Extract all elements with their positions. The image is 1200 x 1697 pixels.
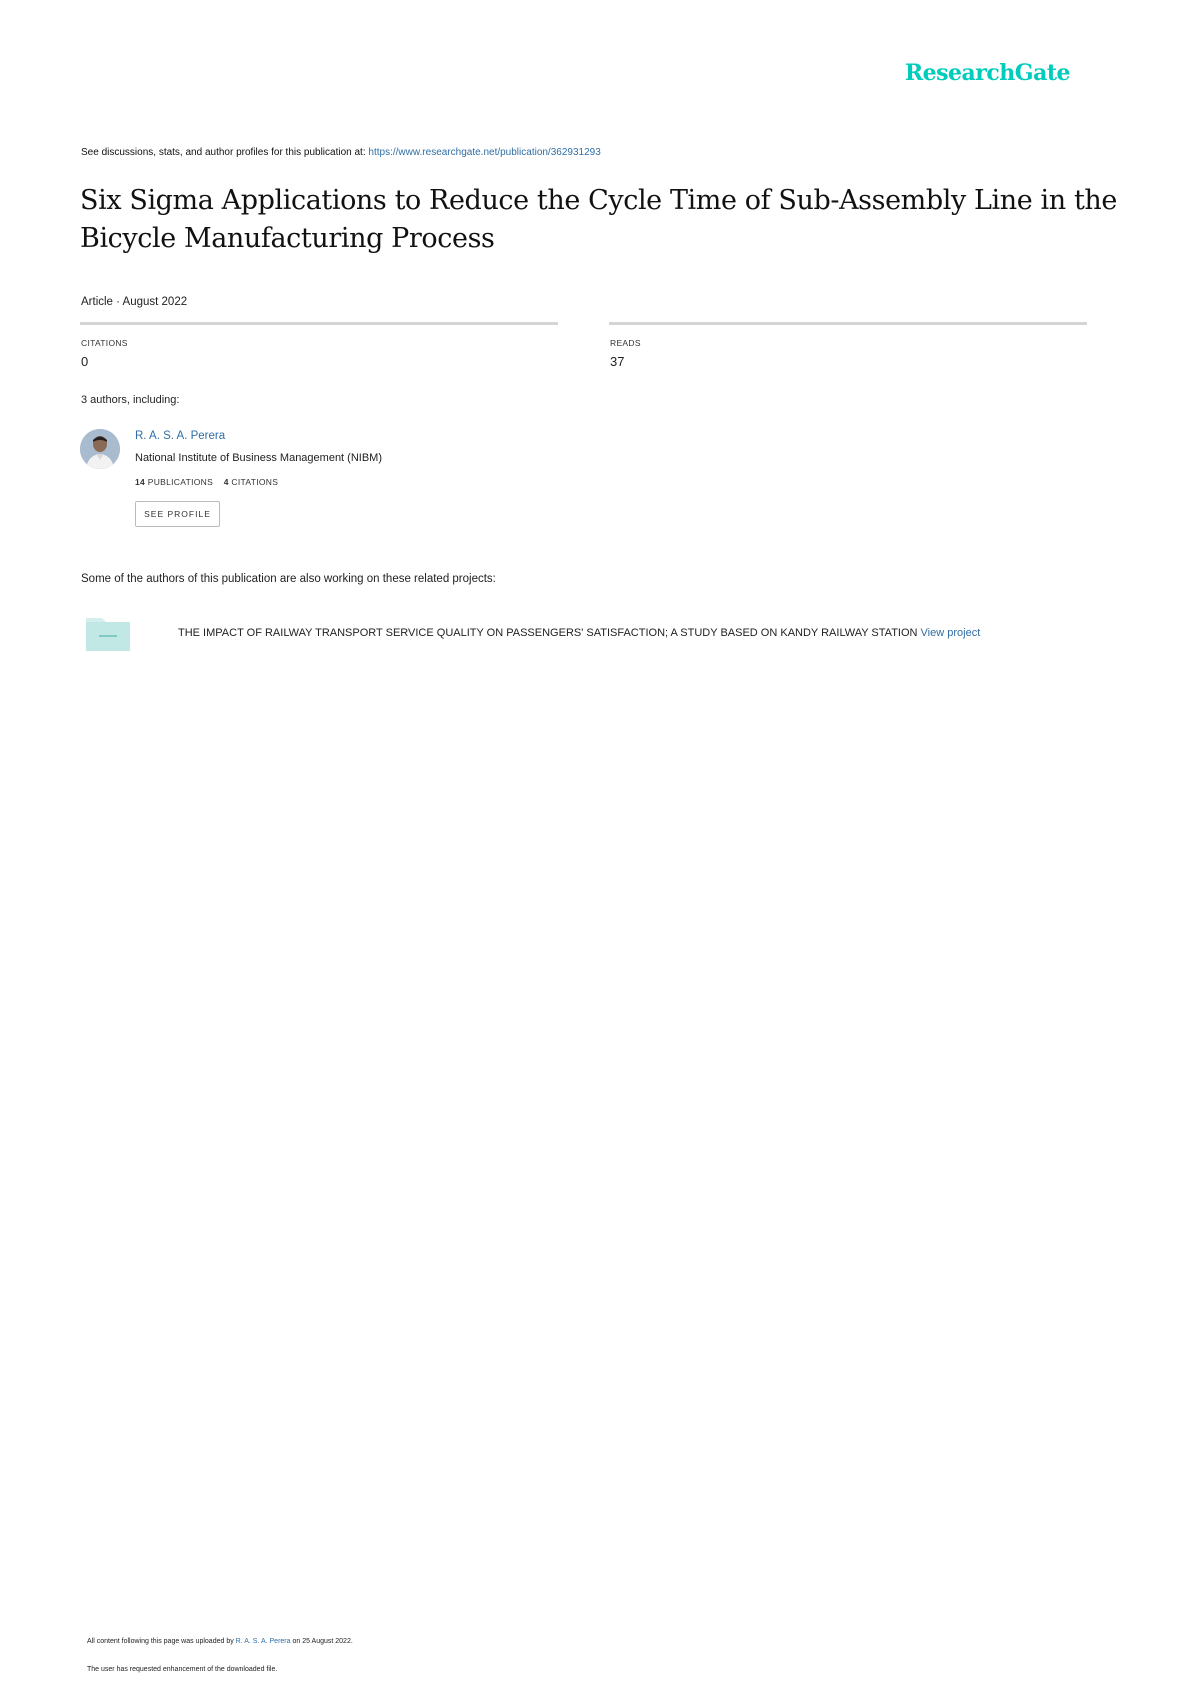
- article-meta: Article · August 2022: [81, 296, 188, 308]
- author-institution: National Institute of Business Management (NIBM): [135, 452, 383, 464]
- author-publications-label: PUBLICATIONS: [147, 477, 214, 487]
- uploader-link[interactable]: R. A. S. A. Perera: [235, 1638, 291, 1645]
- authors-heading: 3 authors, including:: [81, 394, 180, 406]
- author-citations-count: 4: [223, 477, 229, 487]
- reads-divider: [609, 322, 1087, 325]
- discussions-prefix: See discussions, stats, and author profiles for this publication at:: [81, 147, 369, 158]
- author-name[interactable]: R. A. S. A. Perera: [135, 430, 226, 442]
- citations-value: 0: [81, 354, 89, 369]
- author-publications-count: 14: [135, 477, 146, 487]
- project-line: [178, 627, 980, 639]
- author-avatar[interactable]: [80, 429, 120, 469]
- upload-suffix: on 25 August 2022.: [290, 1638, 353, 1645]
- project-folder-icon: [85, 614, 131, 652]
- related-projects-heading: Some of the authors of this publication are also working on these related projects:: [81, 573, 496, 585]
- avatar-photo-icon: [80, 429, 120, 469]
- reads-label: READS: [610, 338, 641, 348]
- discussions-line: [81, 147, 601, 158]
- project-title: THE IMPACT OF RAILWAY TRANSPORT SERVICE QUALITY ON PASSENGERS' SATISFACTION; A STUDY BASED ON KANDY RAILWAY STATION: [178, 627, 918, 639]
- author-name-link[interactable]: [135, 430, 225, 442]
- citations-divider: [80, 322, 558, 325]
- author-citations-label: CITATIONS: [231, 477, 279, 487]
- researchgate-logo[interactable]: ResearchGate: [904, 60, 1070, 86]
- citations-label: CITATIONS: [81, 338, 128, 348]
- folder-icon: [85, 614, 131, 652]
- enhancement-note: The user has requested enhancement of the downloaded file.: [87, 1666, 278, 1673]
- see-profile-button[interactable]: SEE PROFILE: [135, 501, 220, 527]
- upload-note: [87, 1638, 353, 1645]
- upload-prefix: All content following this page was uploaded by: [87, 1638, 236, 1645]
- article-title: Six Sigma Applications to Reduce the Cycle Time of Sub-Assembly Line in the Bicycle Manufacturing Process: [80, 185, 1117, 254]
- reads-value: 37: [610, 354, 625, 369]
- view-project-link[interactable]: View project: [920, 627, 981, 639]
- author-stats: [135, 477, 278, 487]
- publication-url-link[interactable]: https://www.researchgate.net/publication/362931293: [368, 147, 601, 158]
